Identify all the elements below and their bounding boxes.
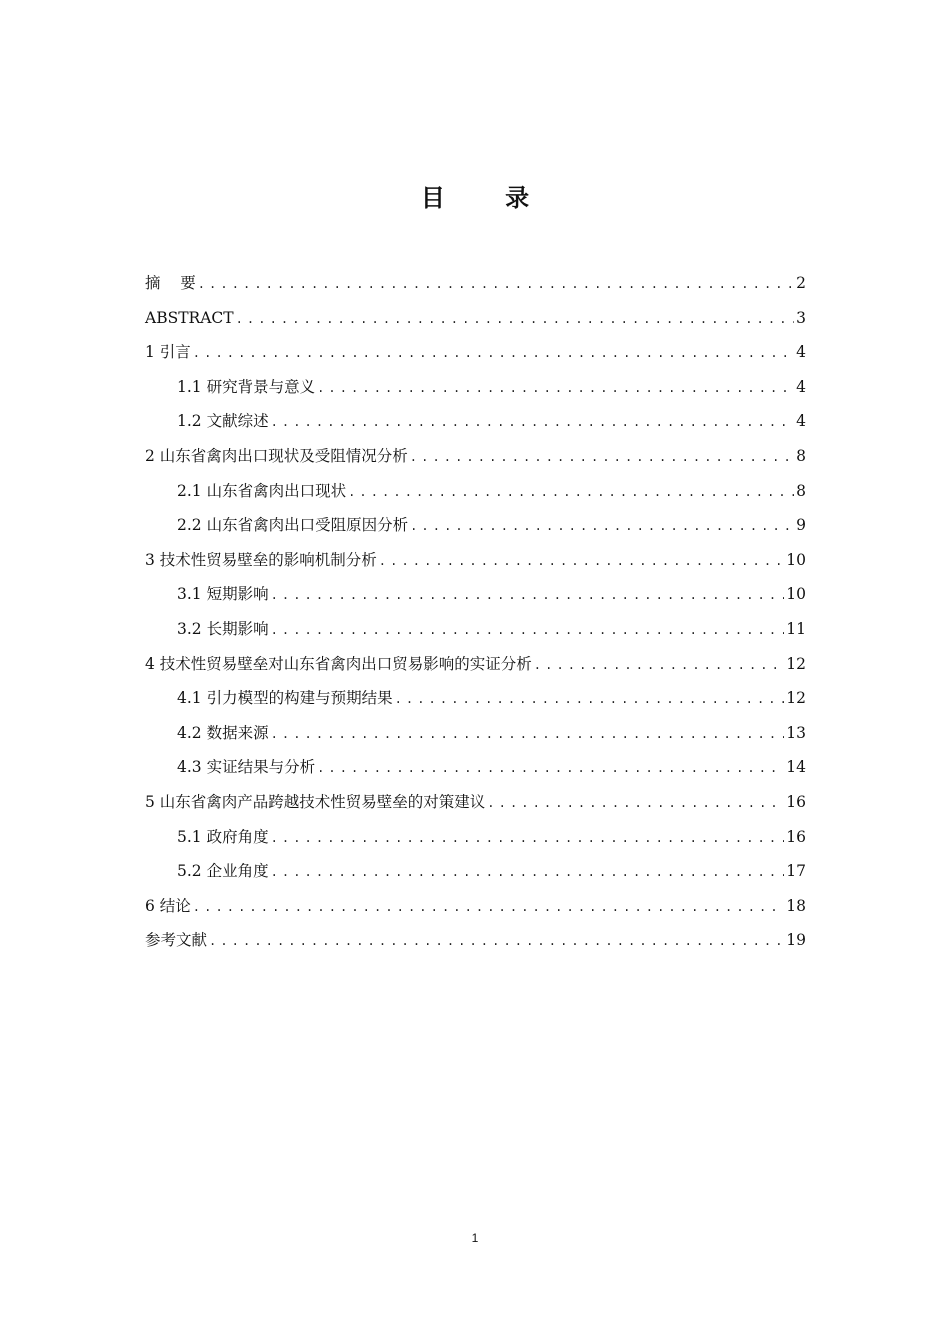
- toc-entry-text: 5.1 政府角度: [177, 827, 269, 846]
- toc-entry[interactable]: [145, 854, 806, 889]
- toc-entry-page: 3: [796, 308, 806, 327]
- toc-entry[interactable]: [145, 647, 806, 682]
- toc-entry[interactable]: [145, 820, 806, 855]
- toc-entry-page: 4: [796, 377, 806, 396]
- toc-entry[interactable]: [145, 612, 806, 647]
- toc-entry-page: 19: [786, 931, 806, 950]
- toc-entry-text: 4.3 实证结果与分析: [177, 758, 316, 777]
- toc-entry-page: 18: [786, 896, 806, 915]
- toc-entry[interactable]: [145, 716, 806, 751]
- toc-entry-page: 2: [796, 274, 806, 292]
- table-of-contents: [145, 266, 806, 958]
- toc-entry-page: 12: [786, 654, 806, 673]
- toc-entry[interactable]: [145, 404, 806, 439]
- toc-entry[interactable]: [145, 335, 806, 370]
- toc-entry-page: 10: [786, 550, 806, 569]
- toc-entry[interactable]: [145, 577, 806, 612]
- toc-entry-page: 8: [796, 481, 806, 500]
- dot-leader: [317, 751, 784, 786]
- toc-title: 目 录: [420, 184, 556, 212]
- toc-entry-text: 2 山东省禽肉出口现状及受阻情况分析: [145, 446, 408, 465]
- dot-leader: [193, 890, 784, 925]
- dot-leader: [410, 509, 794, 544]
- toc-entry[interactable]: [145, 923, 806, 958]
- toc-entry-page: 17: [786, 862, 806, 881]
- toc-entry-text: 1 引言: [145, 343, 191, 362]
- toc-entry[interactable]: [145, 543, 806, 578]
- dot-leader: [271, 578, 785, 613]
- toc-entry-page: 4: [796, 343, 806, 362]
- toc-entry-text: ABSTRACT: [145, 308, 234, 327]
- toc-entry[interactable]: [145, 266, 806, 301]
- toc-entry-page: 8: [796, 446, 806, 465]
- toc-entry[interactable]: [145, 889, 806, 924]
- toc-entry-text: 3.2 长期影响: [177, 619, 269, 638]
- toc-entry-page: 14: [786, 758, 806, 777]
- toc-entry-text: 1.1 研究背景与意义: [177, 377, 316, 396]
- toc-entry-page: 9: [796, 516, 806, 535]
- dot-leader: [271, 821, 785, 856]
- dot-leader: [193, 336, 794, 371]
- dot-leader: [317, 371, 794, 406]
- toc-entry-page: 16: [786, 827, 806, 846]
- toc-entry[interactable]: [145, 439, 806, 474]
- toc-entry[interactable]: [145, 370, 806, 405]
- dot-leader: [198, 267, 794, 302]
- dot-leader: [348, 475, 794, 510]
- toc-entry-text: 3 技术性贸易壁垒的影响机制分析: [145, 550, 377, 569]
- dot-leader: [271, 717, 785, 752]
- toc-entry-page: 12: [786, 689, 806, 708]
- dot-leader: [271, 613, 785, 648]
- dot-leader: [379, 544, 784, 579]
- toc-entry-text: 1.2 文献综述: [177, 412, 269, 431]
- toc-entry[interactable]: [145, 474, 806, 509]
- toc-entry-text: 5 山东省禽肉产品跨越技术性贸易壁垒的对策建议: [145, 792, 486, 811]
- toc-entry[interactable]: [145, 750, 806, 785]
- toc-entry-text: 6 结论: [145, 896, 191, 915]
- toc-entry-page: 16: [786, 792, 806, 811]
- dot-leader: [534, 648, 784, 683]
- toc-entry[interactable]: [145, 301, 806, 336]
- dot-leader: [271, 405, 795, 440]
- toc-entry-text: 摘 要: [145, 274, 196, 292]
- toc-entry-page: 10: [786, 585, 806, 604]
- toc-entry-page: 11: [786, 619, 806, 638]
- toc-entry[interactable]: [145, 681, 806, 716]
- dot-leader: [395, 682, 785, 717]
- dot-leader: [410, 440, 794, 475]
- toc-entry-text: 4.1 引力模型的构建与预期结果: [177, 689, 393, 708]
- toc-entry-page: 4: [796, 412, 806, 431]
- toc-entry-text: 4.2 数据来源: [177, 723, 269, 742]
- toc-entry-text: 参考文献: [145, 931, 208, 950]
- dot-leader: [209, 924, 784, 959]
- toc-entry-page: 13: [786, 723, 806, 742]
- dot-leader: [487, 786, 784, 821]
- dot-leader: [236, 302, 795, 337]
- toc-entry[interactable]: [145, 508, 806, 543]
- toc-entry-text: 2.1 山东省禽肉出口现状: [177, 481, 347, 500]
- toc-entry-text: 5.2 企业角度: [177, 862, 269, 881]
- toc-entry-text: 2.2 山东省禽肉出口受阻原因分析: [177, 516, 409, 535]
- toc-entry-text: 4 技术性贸易壁垒对山东省禽肉出口贸易影响的实证分析: [145, 654, 532, 673]
- toc-entry[interactable]: [145, 785, 806, 820]
- toc-entry-text: 3.1 短期影响: [177, 585, 269, 604]
- dot-leader: [271, 855, 785, 890]
- page-number: 1: [471, 1231, 479, 1245]
